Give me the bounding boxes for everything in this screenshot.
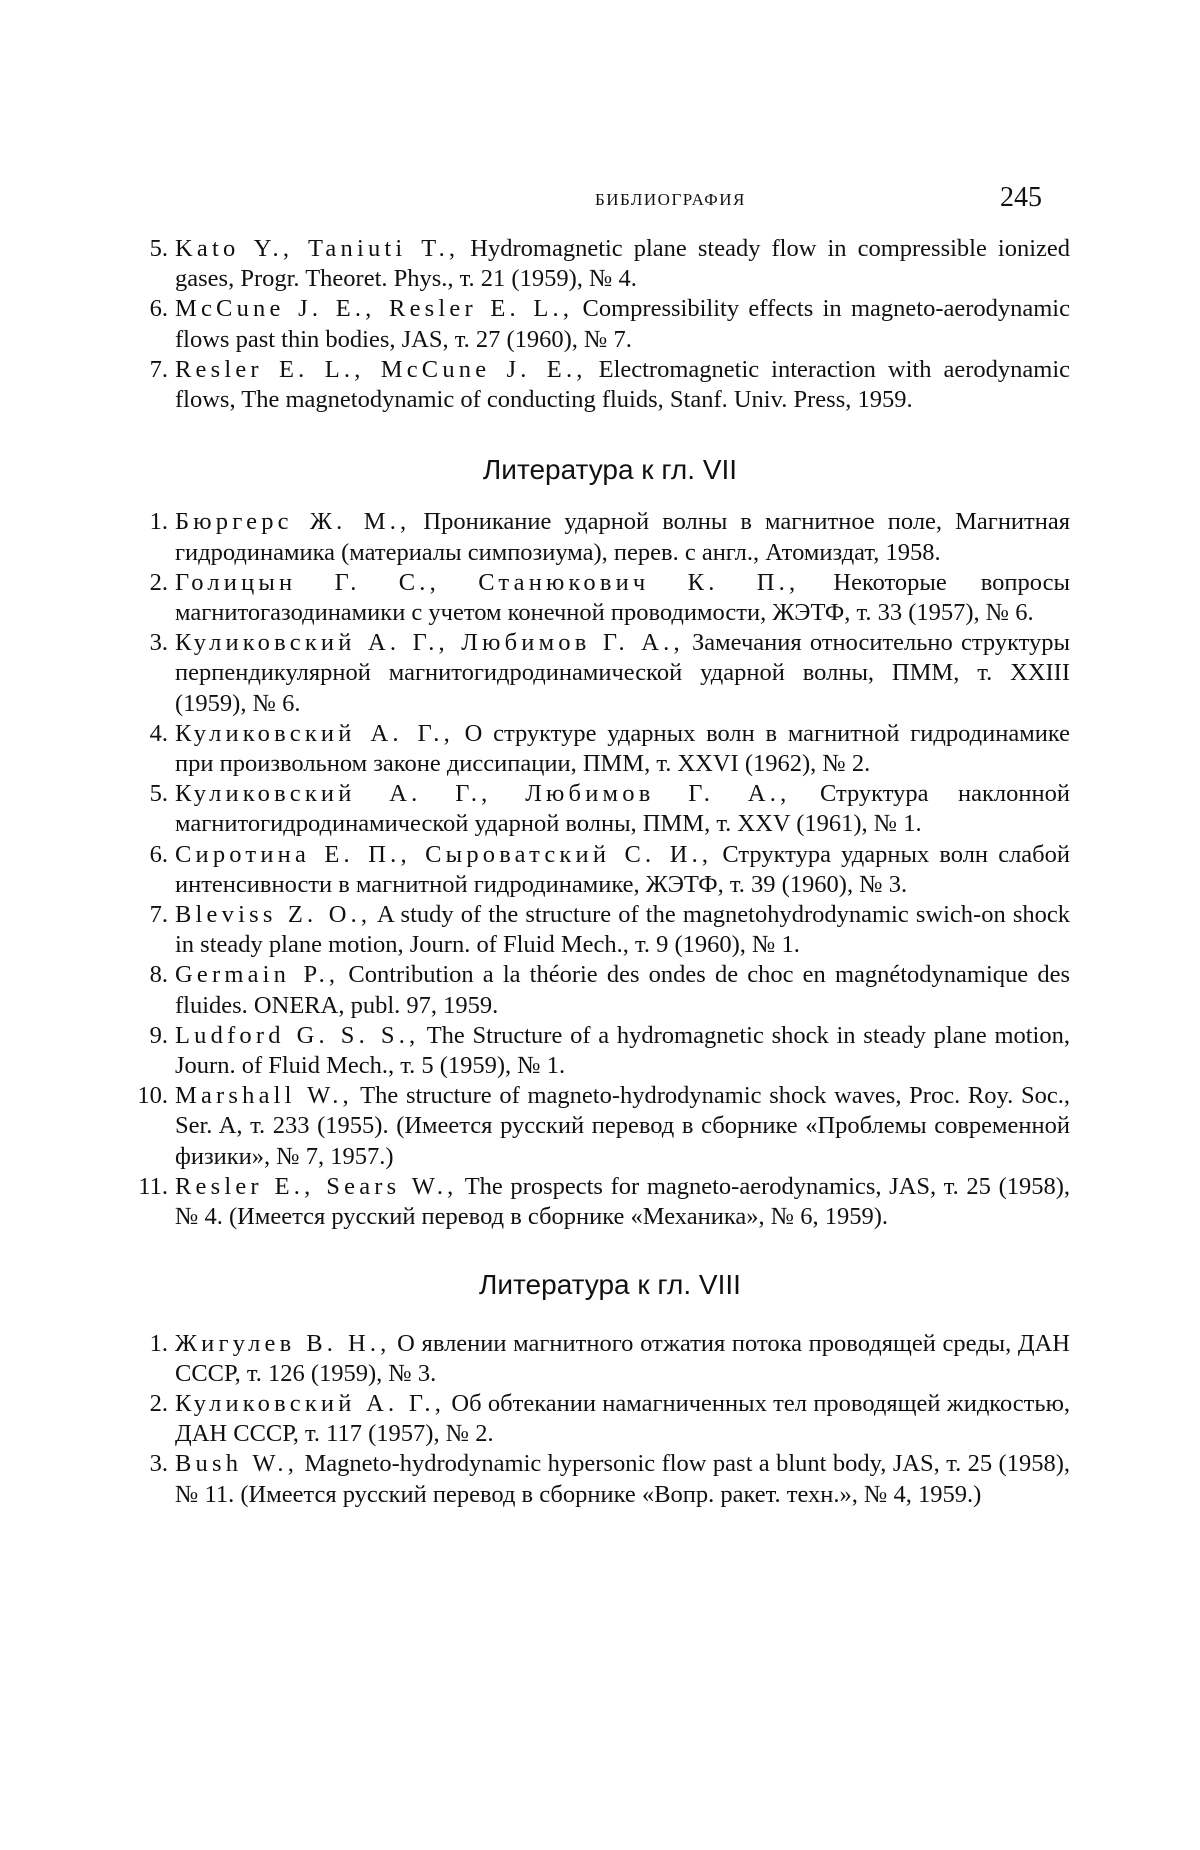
bibliography-entry: [150, 568, 1070, 628]
entry-number: 2.: [149, 1389, 168, 1417]
entry-number: 4.: [149, 719, 168, 747]
entry-number: 3.: [149, 1450, 168, 1478]
entry-text: Замечания относительно структуры перпендикулярной магнитогидродинамической ударной волны, ПММ, т. XXIII (1959), № 6.: [175, 629, 1070, 717]
bibliography-content: [137, 234, 1071, 1510]
bibliography-entry: [150, 1329, 1070, 1389]
entry-author: Куликовский А. Г.,: [175, 719, 454, 747]
bibliography-entry: [137, 1081, 1070, 1172]
entry-number: 7.: [149, 355, 168, 383]
section-heading-viii: Литература к гл. VIII: [479, 1269, 741, 1301]
entry-number: 5.: [149, 780, 168, 808]
entry-text: Структура ударных волн слабой интенсивности в магнитной гидродинамике, ЖЭТФ, т. 39 (1960), № 3.: [175, 840, 1070, 898]
entry-author: Bleviss Z. O.,: [175, 901, 372, 929]
entry-text: Структура наклонной магнитогидродинамической ударной волны, ПММ, т. XXV (1961), № 1.: [175, 780, 1070, 838]
bibliography-entry: [150, 1449, 1070, 1509]
entry-text: Electromagnetic interaction with aerodynamic flows, The magnetodynamic of conducting fluids, Stanf. Univ. Press, 1959.: [175, 355, 1070, 414]
entry-author: Куликовский А. Г., Любимов Г. А.,: [175, 629, 684, 657]
entry-author: Ludford G. S. S.,: [175, 1021, 420, 1049]
section-heading-vii: Литература к гл. VII: [482, 454, 738, 486]
entry-author: Жигулев В. Н.,: [175, 1329, 391, 1357]
entry-text: Contribution a la théorie des ondes de choc en magnétodynamique des fluides. ONERA, publ. 97, 1959.: [175, 961, 1070, 1019]
entry-number: 2.: [149, 568, 168, 596]
entry-author: Marshall W.,: [175, 1082, 353, 1110]
entry-author: Куликовский А. Г., Любимов Г. А.,: [175, 780, 791, 808]
entry-number: 10.: [137, 1082, 168, 1110]
entry-number: 8.: [149, 961, 168, 989]
bibliography-entry: [150, 294, 1070, 354]
entry-text: Magneto-hydrodynamic hypersonic flow past a blunt body, JAS, т. 25 (1958), № 11. (Имеется русский перевод в сборнике «Вопр. ракет. техн.», № 4, 1959.): [175, 1450, 1070, 1508]
entry-number: 6.: [149, 840, 168, 868]
running-head-title: БИБЛИОГРАФИЯ: [595, 190, 746, 209]
entry-author: McCune J. E., Resler E. L.,: [175, 295, 574, 323]
entry-text: Проникание ударной волны в магнитное поле, Магнитная гидродинамика (материалы симпозиума), перев. с англ., Атомиздат, 1958.: [175, 508, 1071, 566]
entry-author: Resler E. L., McCune J. E.,: [175, 355, 587, 383]
entry-author: Голицын Г. С., Станюкович К. П.,: [175, 568, 800, 596]
entry-number: 5.: [149, 235, 168, 262]
entry-number: 6.: [149, 295, 168, 323]
bibliography-entry: [150, 234, 1070, 294]
bibliography-entry: [150, 355, 1070, 415]
bibliography-entry: [150, 960, 1070, 1020]
entry-text: Hydromagnetic plane steady flow in compressible ionized gases, Progr. Theoret. Phys., т. 21 (1959), № 4.: [175, 235, 1071, 293]
entry-number: 1.: [149, 1329, 168, 1357]
entry-text: Об обтекании намагниченных тел проводящей жидкостью, ДАН СССР, т. 117 (1957), № 2.: [175, 1389, 1070, 1448]
bibliography-entry: [150, 719, 1070, 779]
entry-text: О явлении магнитного отжатия потока проводящей среды, ДАН СССР, т. 126 (1959), № 3.: [175, 1329, 1070, 1387]
entry-text: The prospects for magneto-aerodynamics, JAS, т. 25 (1958), № 4. (Имеется русский перевод в сборнике «Механика», № 6, 1959).: [175, 1172, 1071, 1231]
bibliography-entry: [150, 1021, 1070, 1081]
bibliography-entry: [150, 779, 1070, 839]
running-head: [150, 182, 1070, 222]
bibliography-entry: [150, 840, 1070, 900]
bibliography-list-vii: [137, 507, 1071, 1232]
entry-text: The structure of magneto-hydrodynamic shock waves, Proc. Roy. Soc., Ser. A, т. 233 (1955). (Имеется русский перевод в сборнике «Проблемы современной физики», № 7, 1957.): [175, 1082, 1070, 1170]
entry-number: 9.: [149, 1021, 168, 1049]
bibliography-entry: [150, 1389, 1070, 1449]
entry-number: 7.: [149, 901, 168, 929]
entry-text: Compressibility effects in magneto-aerodynamic flows past thin bodies, JAS, т. 27 (1960), № 7.: [175, 295, 1070, 353]
entry-number: 1.: [149, 508, 168, 536]
bibliography-entry: [150, 628, 1070, 719]
entry-text: О структуре ударных волн в магнитной гидродинамике при произвольном законе диссипации, ПММ, т. XXVI (1962), № 2.: [175, 719, 1070, 778]
entry-author: Куликовский А. Г.,: [175, 1389, 446, 1417]
entry-author: Bush W.,: [175, 1450, 299, 1478]
entry-text: A study of the structure of the magnetohydrodynamic swich-on shock in steady plane motion, Journ. of Fluid Mech., т. 9 (1960), № 1.: [175, 901, 1070, 959]
entry-number: 3.: [149, 629, 168, 657]
entry-text: Некоторые вопросы магнитогазодинамики с учетом конечной проводимости, ЖЭТФ, т. 33 (1957), № 6.: [175, 568, 1070, 627]
entry-author: Kato Y., Taniuti T.,: [175, 235, 460, 262]
page-number: 245: [1000, 182, 1042, 213]
bibliography-list-continued: [150, 234, 1070, 415]
entry-text: The Structure of a hydromagnetic shock in steady plane motion, Journ. of Fluid Mech., т. 5 (1959), № 1.: [175, 1021, 1070, 1080]
bibliography-list-viii: [150, 1329, 1070, 1510]
entry-author: Germain P.,: [175, 961, 340, 989]
entry-author: Бюргерс Ж. М.,: [175, 508, 411, 536]
bibliography-entry: [138, 1172, 1071, 1232]
entry-author: Resler E., Sears W.,: [175, 1172, 458, 1200]
bibliography-entry: [150, 507, 1070, 567]
entry-number: 11.: [138, 1172, 168, 1200]
entry-author: Сиротина Е. П., Сыроватский С. И.,: [175, 840, 713, 868]
bibliography-entry: [150, 900, 1070, 960]
